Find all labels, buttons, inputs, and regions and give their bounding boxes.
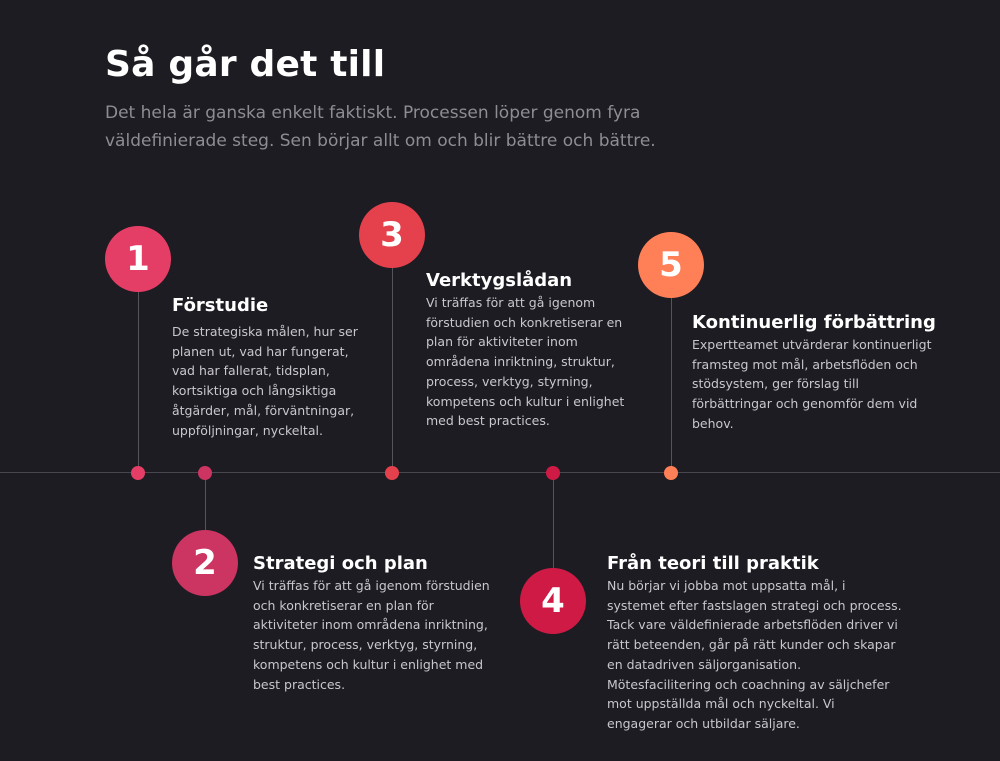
step-1-timeline-dot	[131, 466, 145, 480]
step-1-number: 1	[126, 239, 150, 279]
step-5-number: 5	[659, 245, 683, 285]
step-3-connector	[392, 268, 393, 473]
step-2-timeline-dot	[198, 466, 212, 480]
step-4-badge	[520, 568, 586, 634]
step-2-title: Strategi och plan	[253, 553, 428, 574]
step-5-connector	[671, 298, 672, 473]
step-3-title: Verktygslådan	[426, 270, 573, 291]
step-5-title: Kontinuerlig förbättring	[692, 312, 936, 333]
step-1-connector	[138, 292, 139, 473]
step-4-timeline-dot	[546, 466, 560, 480]
step-1-text: De strategiska målen, hur ser planen ut, vad har fungerat, vad har fallerat, tidsplan, kortsiktiga och långsiktiga åtgärder, mål, förväntningar, uppföljningar, nyckeltal.	[172, 324, 358, 438]
step-4-number: 4	[541, 581, 565, 621]
step-3-badge	[359, 202, 425, 268]
step-4-text: Nu börjar vi jobba mot uppsatta mål, i systemet efter fastslagen strategi och process. Tack vare väldefinierade arbetsflöden driver vi rätt beteenden, går på rätt kunder och skapar en datadriven säljorganisation. Mötesfacilitering och coachning av säljchefer mot uppställda mål och nyckeltal. Vi engagerar och utbildar säljare.	[607, 578, 902, 731]
step-5-text: Expertteamet utvärderar kontinuerligt framsteg mot mål, arbetsflöden och stödsystem, ger förslag till förbättringar och genomför dem vid behov.	[692, 337, 932, 431]
step-4-title: Från teori till praktik	[607, 553, 819, 574]
step-1-title: Förstudie	[172, 295, 269, 316]
step-2-badge	[172, 530, 238, 596]
step-5-badge	[638, 232, 704, 298]
step-1-badge	[105, 226, 171, 292]
step-3-number: 3	[380, 215, 404, 255]
timeline-axis	[0, 472, 1000, 473]
step-2-number: 2	[193, 543, 217, 583]
step-2-connector	[205, 473, 206, 531]
step-3-text: Vi träffas för att gå igenom förstudien och konkretiserar en plan för aktiviteter inom områdena inriktning, struktur, process, verktyg, styrning, kompetens och kultur i enlighet med best practices.	[426, 295, 625, 429]
step-4-connector	[553, 473, 554, 569]
page-title: Så går det till	[105, 44, 386, 85]
step-5-timeline-dot	[664, 466, 678, 480]
step-2-text: Vi träffas för att gå igenom förstudien och konkretiserar en plan för aktiviteter inom områdena inriktning, struktur, process, verktyg, styrning, kompetens och kultur i enlighet med best practices.	[253, 578, 490, 692]
step-3-timeline-dot	[385, 466, 399, 480]
page-subtitle: Det hela är ganska enkelt faktiskt. Processen löper genom fyra väldefinierade steg. Sen börjar allt om och blir bättre och bättre.	[105, 103, 656, 151]
